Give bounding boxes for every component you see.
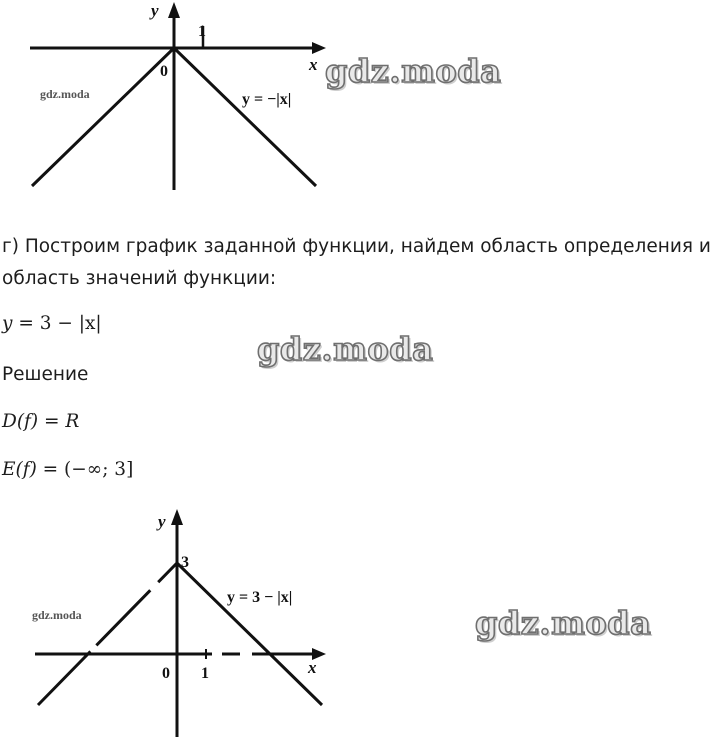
function-rhs: = 3 − |x|: [12, 313, 102, 334]
watermark-large: gdz.moda: [475, 604, 652, 642]
domain-line: [2, 411, 79, 432]
tick-one-label: 1: [201, 665, 209, 682]
x-axis-label: x: [308, 658, 317, 677]
intro-line-2: область значений функции:: [2, 268, 277, 289]
function-lhs: y: [2, 313, 13, 334]
domain-lhs: D(f): [2, 411, 39, 432]
watermark-small: gdz.moda: [40, 87, 90, 101]
y-axis-arrow: [171, 509, 183, 525]
y-axis-label: y: [158, 512, 166, 531]
function-equation: [2, 313, 102, 334]
domain-rhs: = R: [38, 411, 80, 432]
solution-label: Решение: [2, 364, 89, 385]
tick-three-label: 3: [181, 554, 189, 571]
x-axis-arrow: [312, 42, 326, 54]
intro-line-1: г) Построим график заданной функции, найдем область определения и: [2, 236, 711, 257]
tick-one-label: 1: [198, 23, 206, 40]
origin-label: 0: [162, 665, 170, 682]
graph-y-neg-abs-x: [0, 0, 340, 195]
range-line: [2, 459, 133, 480]
origin-label: 0: [160, 63, 168, 80]
x-axis-label: x: [309, 55, 318, 74]
y-axis-arrow: [168, 2, 180, 18]
graph-line: [38, 563, 322, 705]
range-rhs: = (−∞; 3]: [36, 459, 134, 480]
watermark-large: gdz.moda: [257, 330, 434, 368]
range-lhs: E(f): [2, 459, 37, 480]
function-label: y = 3 − |x|: [227, 589, 293, 606]
y-axis-label: y: [151, 1, 159, 20]
function-label: y = −|x|: [242, 91, 292, 108]
watermark-small: gdz.moda: [32, 608, 82, 622]
watermark-large: gdz.moda: [325, 52, 502, 90]
graph-y-3-minus-abs-x: [0, 505, 340, 741]
